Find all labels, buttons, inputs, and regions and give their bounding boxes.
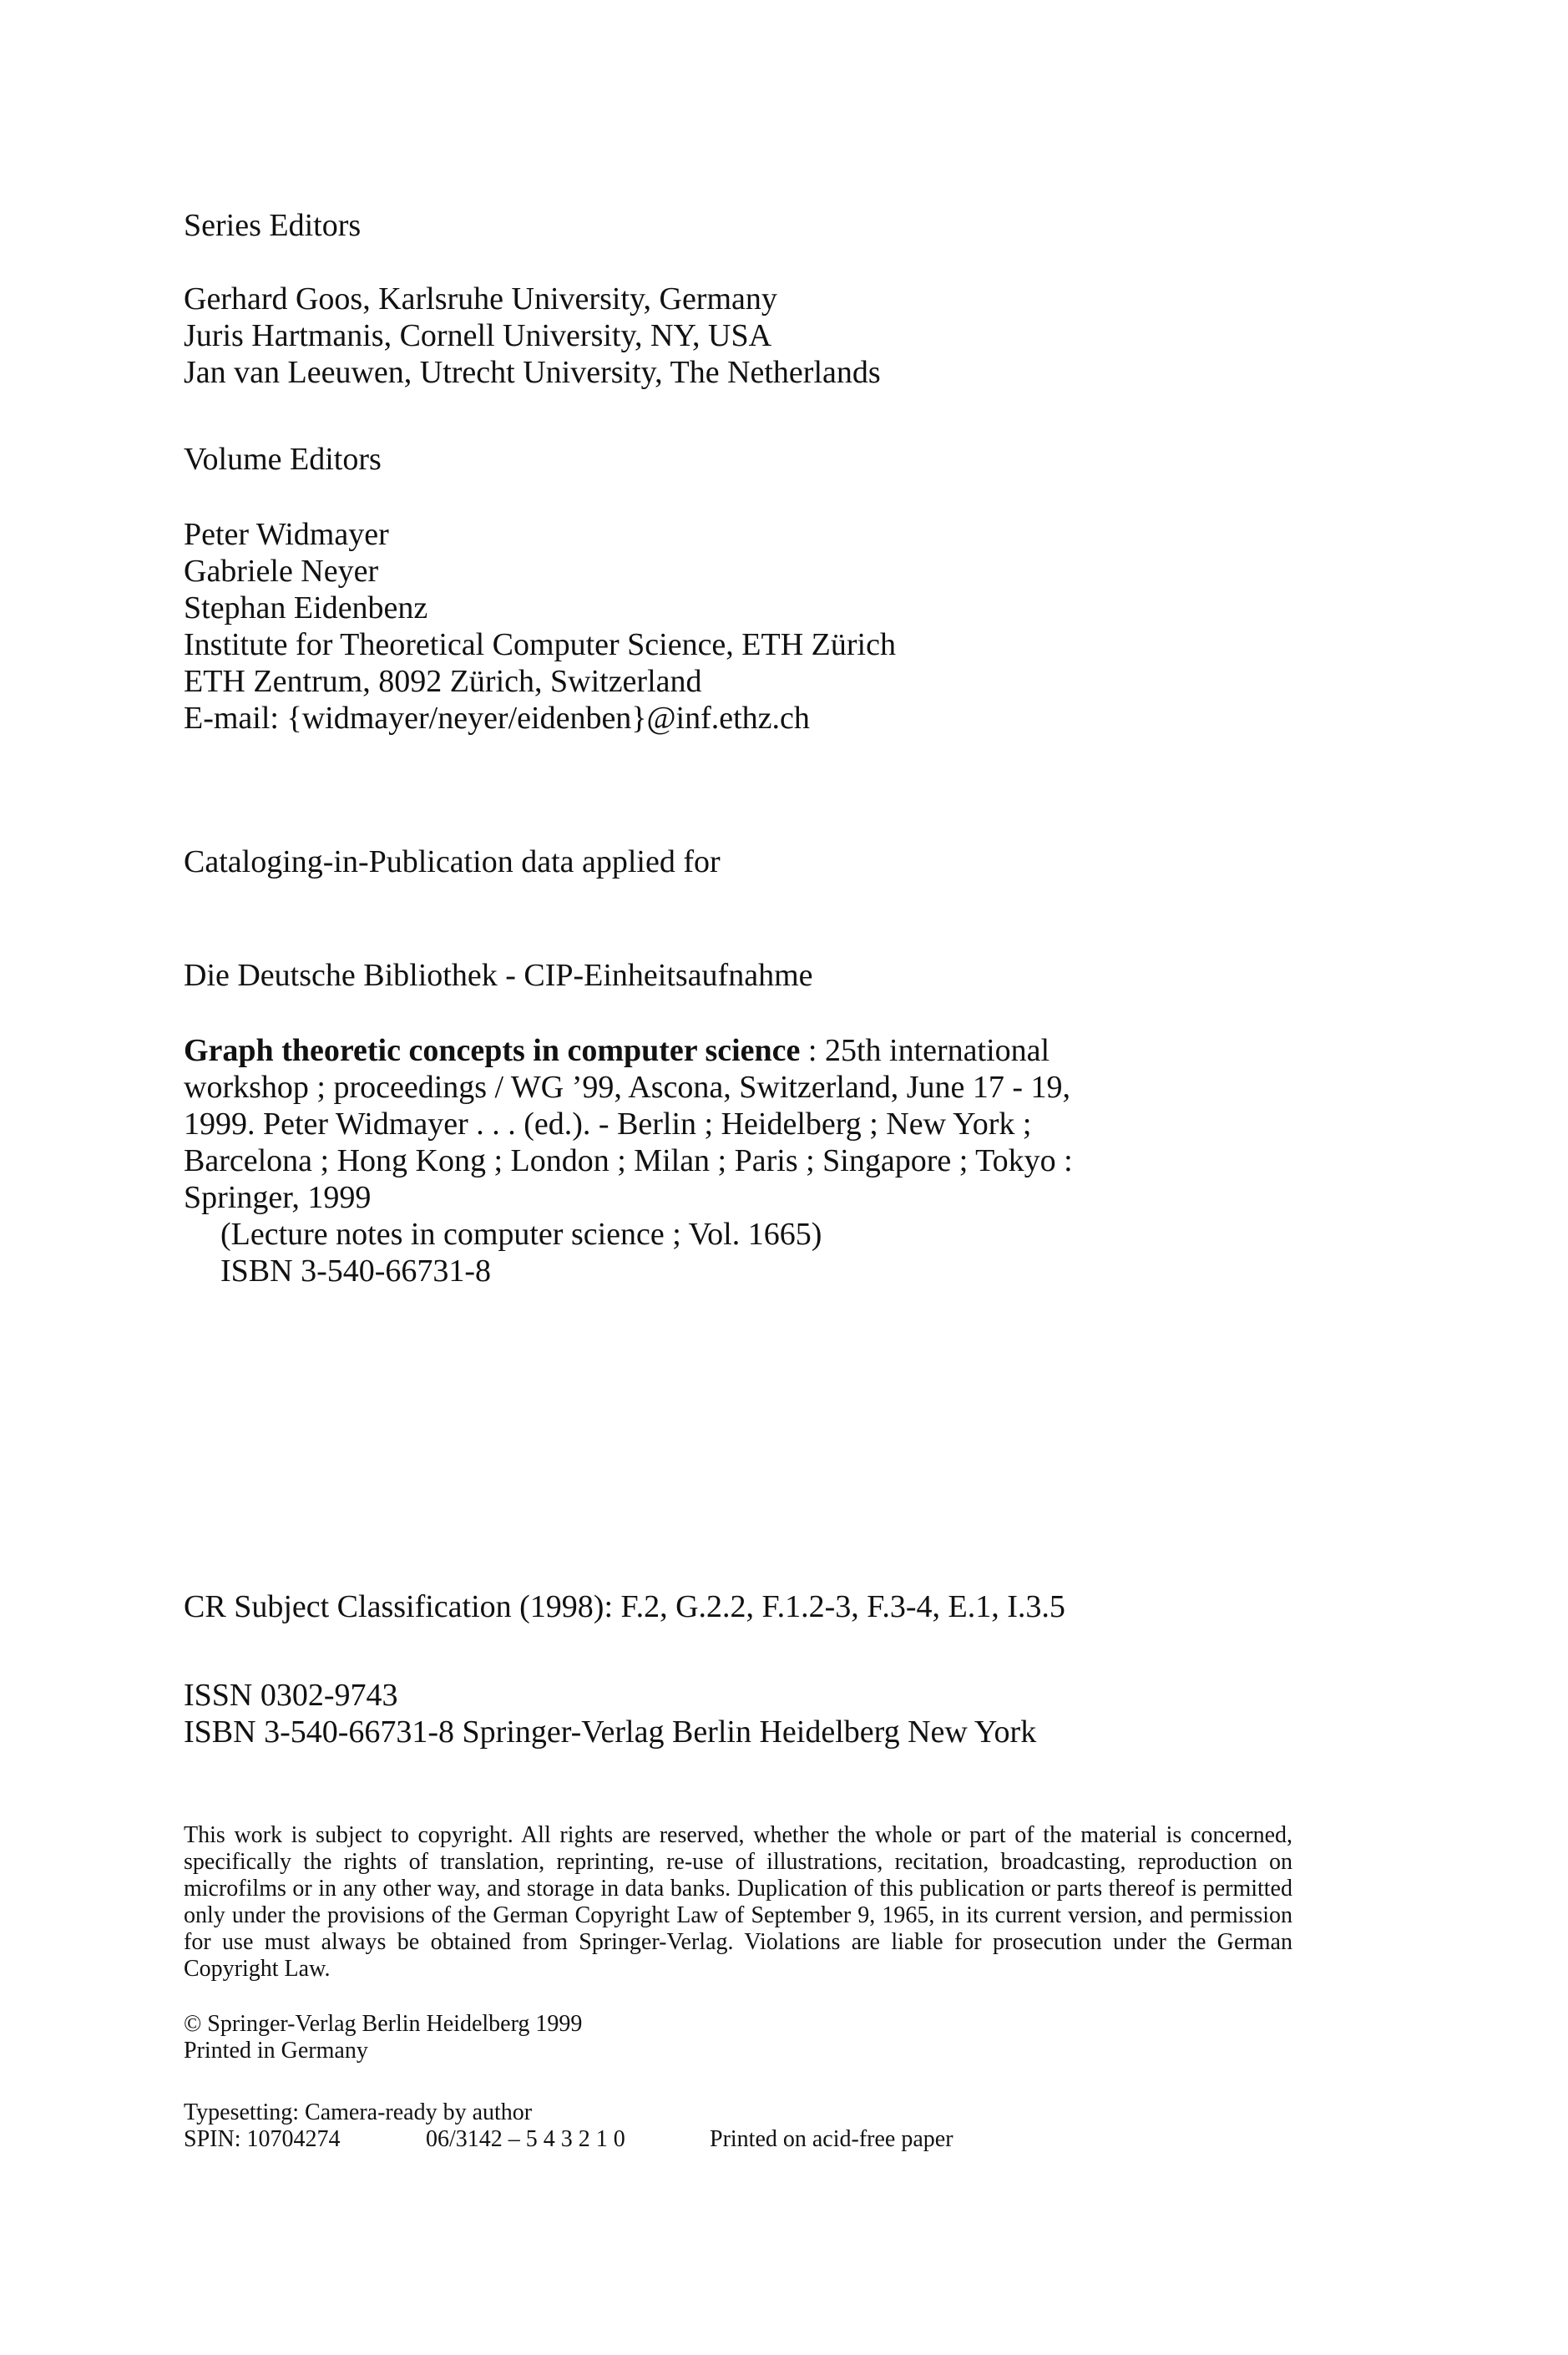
volume-editor-line: Stephan Eidenbenz xyxy=(184,590,428,625)
cip-bibliothek-text: Die Deutsche Bibliothek - CIP-Einheitsaufnahme xyxy=(184,958,813,993)
spin-number: SPIN: 10704274 xyxy=(184,2126,341,2152)
editor-email: E-mail: {widmayer/neyer/eidenben}@inf.ethz.ch xyxy=(184,701,810,736)
volume-editors-heading: Volume Editors xyxy=(184,442,382,477)
copyright-notice-block xyxy=(184,1822,1419,1983)
cip-applied-text: Cataloging-in-Publication data applied for xyxy=(184,844,721,879)
cip-title xyxy=(184,1032,1110,1216)
series-editor: Jan van Leeuwen, Utrecht University, The Netherlands xyxy=(184,355,881,390)
copyright-line: © Springer-Verlag Berlin Heidelberg 1999 xyxy=(184,2011,583,2037)
volume-editor-line: Gabriele Neyer xyxy=(184,554,379,589)
cr-classification: CR Subject Classification (1998): F.2, G.2.2, F.1.2-3, F.3-4, E.1, I.3.5 xyxy=(184,1589,1065,1624)
cip-title-bold: Graph theoretic concepts in computer science xyxy=(184,1033,801,1068)
series-editor: Juris Hartmanis, Cornell University, NY, USA xyxy=(184,318,772,353)
volume-editors-list xyxy=(184,516,1419,737)
spin-row xyxy=(184,2126,1419,2153)
cip-title-rest: : 25th international workshop ; proceedings / WG ’99, Ascona, Switzerland, June 17 - 19, 1999. Peter Widmayer . . . (ed.). - Berlin ; Heidelberg ; New York ; Barcelona ; Hong Kong ; London ; Milan ; Paris ; Singapore ; Tokyo : Springer, 1999 xyxy=(184,1033,1073,1215)
volume-editor-line: Peter Widmayer xyxy=(184,517,389,552)
typesetting-block xyxy=(184,2099,1419,2153)
cip-bibliothek xyxy=(184,957,1419,994)
isbn-full: ISBN 3-540-66731-8 Springer-Verlag Berlin Heidelberg New York xyxy=(184,1714,1037,1750)
typesetting: Typesetting: Camera-ready by author xyxy=(184,2099,533,2125)
series-editors-list xyxy=(184,281,1419,391)
cip-isbn: ISBN 3-540-66731-8 xyxy=(220,1253,492,1289)
volume-editor-line: Institute for Theoretical Computer Science, ETH Zürich xyxy=(184,627,896,662)
series-editors-block xyxy=(184,207,1419,244)
cip-applied xyxy=(184,843,1419,880)
cip-record xyxy=(184,1032,1110,1289)
copyright-line-block xyxy=(184,2011,1419,2064)
acid-free-note: Printed on acid-free paper xyxy=(710,2126,953,2152)
cip-series-note: (Lecture notes in computer science ; Vol. 1665) xyxy=(220,1217,822,1252)
printed-in: Printed in Germany xyxy=(184,2038,368,2064)
series-editors-heading: Series Editors xyxy=(184,208,362,243)
volume-editor-line: ETH Zentrum, 8092 Zürich, Switzerland xyxy=(184,664,702,699)
series-editor: Gerhard Goos, Karlsruhe University, Germany xyxy=(184,281,777,317)
print-code: 06/3142 – 5 4 3 2 1 0 xyxy=(426,2126,625,2152)
classification-block xyxy=(184,1588,1419,1625)
copyright-notice: This work is subject to copyright. All rights are reserved, whether the whole or part of the material is concerned, specifically the rights of translation, reprinting, re-use of illustrations, recitation, broadcasting, reproduction on microfilms or in any other way, and storage in data banks. Duplication of this publication or parts thereof is permitted only under the provisions of the German Copyright Law of September 9, 1965, in its current version, and permission for use must always be obtained from Springer-Verlag. Violations are liable for prosecution under the German Copyright Law. xyxy=(184,1822,1292,1982)
volume-editors-block xyxy=(184,441,1419,478)
issn-isbn-block xyxy=(184,1677,1419,1750)
issn: ISSN 0302-9743 xyxy=(184,1678,398,1713)
